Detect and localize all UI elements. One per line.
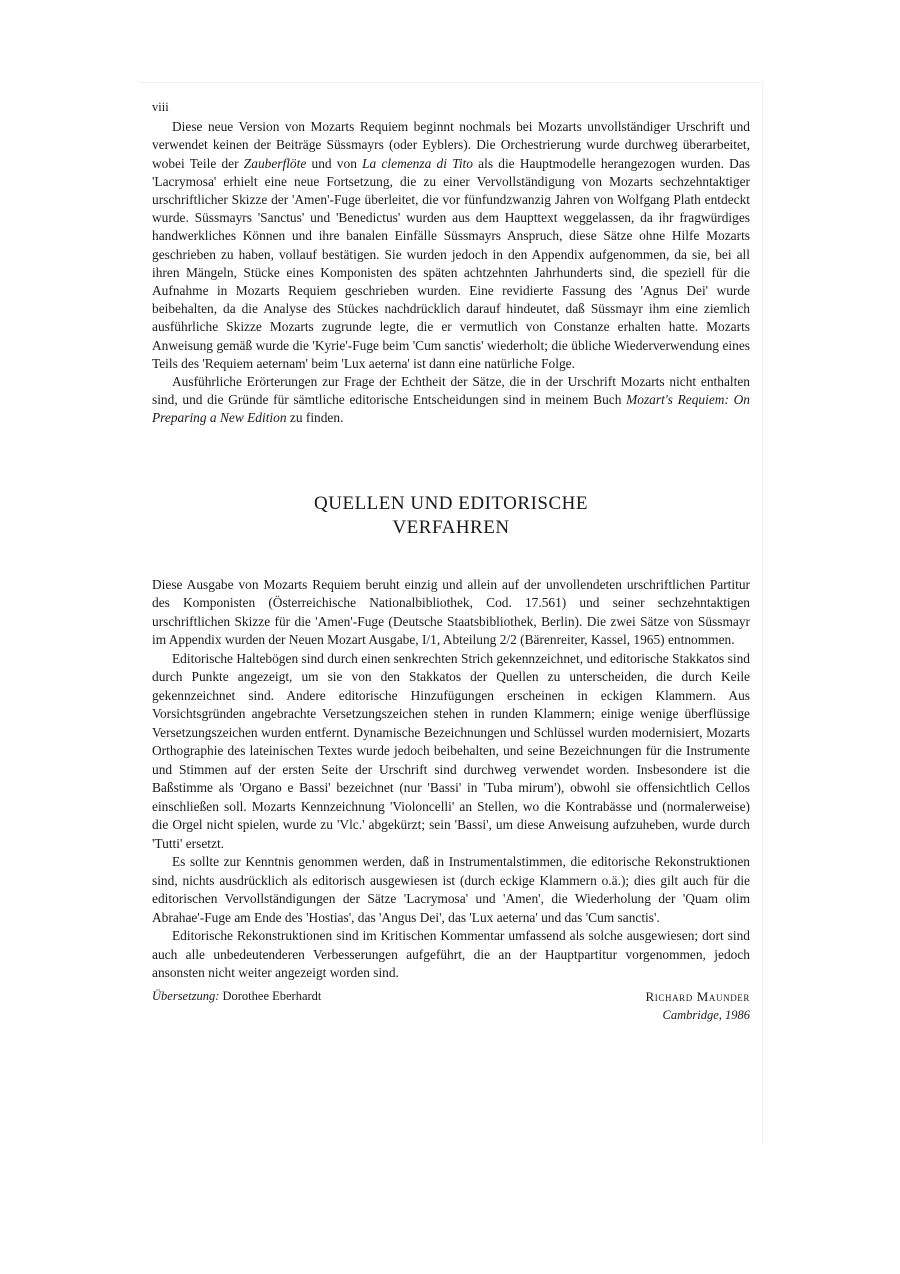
page-content — [152, 98, 750, 1031]
intro-paragraph-2: Ausführliche Erörterungen zur Frage der Echtheit der Sätze, die in der Urschrift Mozarts nicht enthalten sind, und die Gründe für sämtliche editorische Entscheidungen sind in meinem Buch Mozart's Requiem: On Preparing a New Edition zu finden. — [152, 374, 750, 426]
place-date: Cambridge, 1986 — [662, 1007, 750, 1022]
work-title-clemenza: La clemenza di Tito — [362, 155, 473, 171]
author-name: Richard Maunder — [645, 988, 750, 1004]
translator-credit — [152, 987, 321, 1005]
work-title-zauberfloete: Zauberflöte — [243, 155, 307, 171]
translator-label: Übersetzung: — [152, 988, 220, 1003]
sources-paragraph-4: Editorische Rekonstruktionen sind im Kritischen Kommentar umfassend als solche ausgewiesen; dort sind auch alle unbedeutenderen Verbesserungen aufgeführt, die an der Hauptpartitur vorgenommen, jedoch ansonsten nicht weiter angezeigt worden sind. — [152, 928, 750, 981]
section-heading — [152, 492, 750, 540]
sources-paragraph-3: Es sollte zur Kenntnis genommen werden, daß in Instrumentalstimmen, die editorische Rekonstruktionen sind, nichts ausdrücklich als editorisch ausgewiesen ist (durch eckige Klammern o.ä.); dies gilt auch für die editorischen Vervollständigungen der Sätze 'Lacrymosa' und 'Amen', die Wiederholung der 'Quam olim Abrahae'-Fuge am Ende des 'Hostias', das 'Angus Dei', das 'Lux aeterna' und das 'Cum sanctis'. — [152, 854, 750, 925]
page-number: viii — [152, 100, 169, 114]
signature-block — [152, 987, 750, 1031]
translator-name: Dorothee Eberhardt — [219, 988, 322, 1003]
sources-section — [152, 576, 750, 983]
book-title: Mozart's Requiem: On Preparing a New Edition — [152, 392, 750, 426]
section-heading-line-2: VERFAHREN — [392, 516, 510, 538]
intro-paragraph-1: Diese neue Version von Mozarts Requiem beginnt nochmals bei Mozarts unvollständiger Urschrift und verwendet keinen der Beiträge Süssmayrs (oder Eyblers). Die Orchestrierung wurde durchweg überarbeitet, wobei Teile der Zauberflöte und von La clemenza di Tito als die Hauptmodelle herangezogen wurden. Das 'Lacrymosa' erhielt eine neue Fortsetzung, die zu einer Vervollständigung von Mozarts sechzehntaktiger urschriftlicher Skizze der 'Amen'-Fuge überleitet, die vor fünfundzwanzig Jahren von Wolfgang Plath entdeckt wurde. Süssmayrs 'Sanctus' und 'Benedictus' wurden aus dem Haupttext weggelassen, da ihr fragwürdiges handwerkliches Können und ihre banalen Einfälle Süssmayrs Anspruch, diese Sätze ohne Hilfe Mozarts geschrieben zu haben, vollauf bestätigen. Sie wurden jedoch in den Appendix aufgenommen, da sie, bei all ihren Mängeln, Stücke eines Komponisten des späten achtzehnten Jahrhunderts sind, die speziell für die Aufnahme in Mozarts Requiem geschrieben wurden. Eine revidierte Fassung des 'Agnus Dei' wurde beibehalten, da die Analyse des Stückes nachdrücklich darauf hindeutet, daß Süssmayr ihm eine ziemlich ausführliche Skizze Mozarts zugrunde legte, die er vermutlich von Constanze erhalten hatte. Mozarts Anweisung gemäß wurde die 'Kyrie'-Fuge beim 'Cum sanctis' wiederholt; die übliche Wiederverwendung eines Teils des 'Requiem aeternam' beim 'Lux aeterna' ist dann eine natürliche Folge. — [152, 119, 751, 371]
author-block — [646, 987, 750, 1025]
section-heading-line-1: QUELLEN UND EDITORISCHE — [314, 492, 588, 514]
sources-paragraph-2: Editorische Haltebögen sind durch einen senkrechten Strich gekennzeichnet, und editorische Stakkatos sind durch Punkte angezeigt, um sie von den Stakkatos der Quellen zu unterscheiden, die durch Keile gekennzeichnet sind. Andere editorische Hinzufügungen erscheinen in eckigen Klammern. Aus Vorsichtsgründen angebrachte Versetzungszeichen stehen in runden Klammern; einige wenige überflüssige Versetzungszeichen wurden entfernt. Dynamische Bezeichnungen und Schlüssel wurden modernisiert, Mozarts Orthographie des lateinischen Textes wurde jedoch beibehalten, und seine Bezeichnungen für die Instrumente und Stimmen auf der ersten Seite der Urschrift sind durchweg verwendet worden. Insbesondere ist die Baßstimme als 'Organo e Bassi' bezeichnet (nur 'Bassi' in 'Tuba mirum'), obwohl sie offensichtlich Cellos einschließen soll. Mozarts Kennzeichnung 'Violoncelli' an Stellen, wo die Kontrabässe und (normalerweise) die Orgel nicht spielen, wurde zu 'Vlc.' abgekürzt; sein 'Bassi', um diese Anweisung aufzuheben, wurde durch 'Tutti' ersetzt. — [152, 650, 750, 851]
sources-paragraph-1: Diese Ausgabe von Mozarts Requiem beruht einzig und allein auf der unvollendeten urschriftlichen Partitur des Komponisten (Österreichische Nationalbibliothek, Cod. 17.561) und seiner sechzehntaktigen urschriftlichen Skizze für die 'Amen'-Fuge (Deutsche Staatsbibliothek, Berlin). Die zwei Sätze von Süssmayr im Appendix wurden der Neuen Mozart Ausgabe, I/1, Abteilung 2/2 (Bärenreiter, Kassel, 1965) entnommen. — [152, 576, 750, 648]
